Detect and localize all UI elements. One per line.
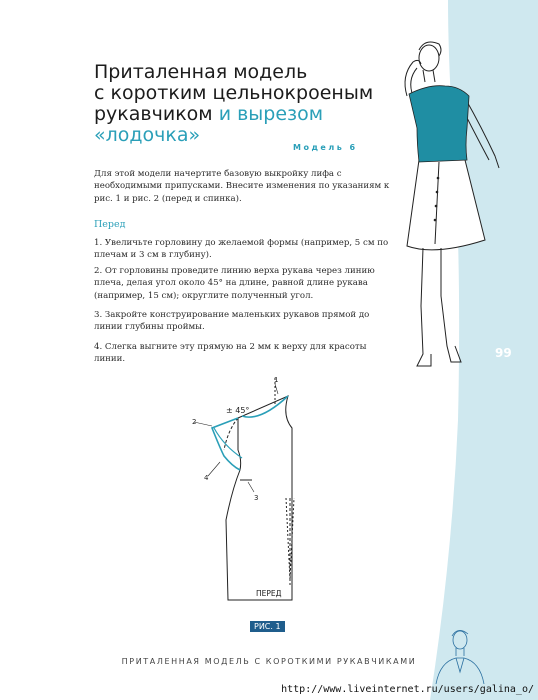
step-1: 1. Увеличьте горловину до желаемой формы (например, 5 см по плечам и 3 см в глубину). xyxy=(94,238,389,261)
title-line-1: Приталенная модель xyxy=(94,61,308,83)
small-figure-illustration xyxy=(430,628,490,684)
fashion-illustration xyxy=(395,36,505,376)
step-4: 4. Слегка выгните эту прямую на 2 мм к верху для красоты линии. xyxy=(94,342,367,365)
front-label: ПЕРЕД xyxy=(256,589,282,598)
page-footer: ПРИТАЛЕННАЯ МОДЕЛЬ С КОРОТКИМИ РУКАВЧИКАМИ xyxy=(121,657,417,666)
angle-label: ± 45° xyxy=(226,406,250,415)
step-2: 2. От горловины проведите линию верха рукава через линию плеча, делая угол около 45° на длине, равной длине рукава (например, 15 см); округлите полученный угол. xyxy=(94,266,375,301)
marker-1: 1 xyxy=(274,376,279,384)
source-url: http://www.liveinternet.ru/users/galina_o/ xyxy=(281,684,534,695)
model-label: Модель 6 xyxy=(293,143,358,152)
intro-paragraph: Для этой модели начертите базовую выкройку лифа с необходимыми припусками. Внесите изменения по указаниям к рис. 1 и рис. 2 (перед и спинка). xyxy=(94,169,390,204)
page-title xyxy=(94,62,394,146)
title-line-4-accent: «лодочка» xyxy=(94,124,201,146)
title-line-2: с коротким цельнокроеным xyxy=(94,82,374,104)
section-heading-front: Перед xyxy=(94,219,126,230)
title-line-3-accent: и вырезом xyxy=(218,103,324,125)
marker-3: 3 xyxy=(254,494,259,502)
title-line-3: рукавчиком xyxy=(94,103,213,125)
pattern-diagram xyxy=(180,370,340,610)
marker-2: 2 xyxy=(192,418,197,426)
step-3: 3. Закройте конструирование маленьких рукавов прямой до линии глубины проймы. xyxy=(94,310,370,333)
figure-label: РИС. 1 xyxy=(250,621,285,632)
page-number: 99 xyxy=(495,346,512,360)
marker-4: 4 xyxy=(204,474,209,482)
dress-top xyxy=(409,86,469,162)
